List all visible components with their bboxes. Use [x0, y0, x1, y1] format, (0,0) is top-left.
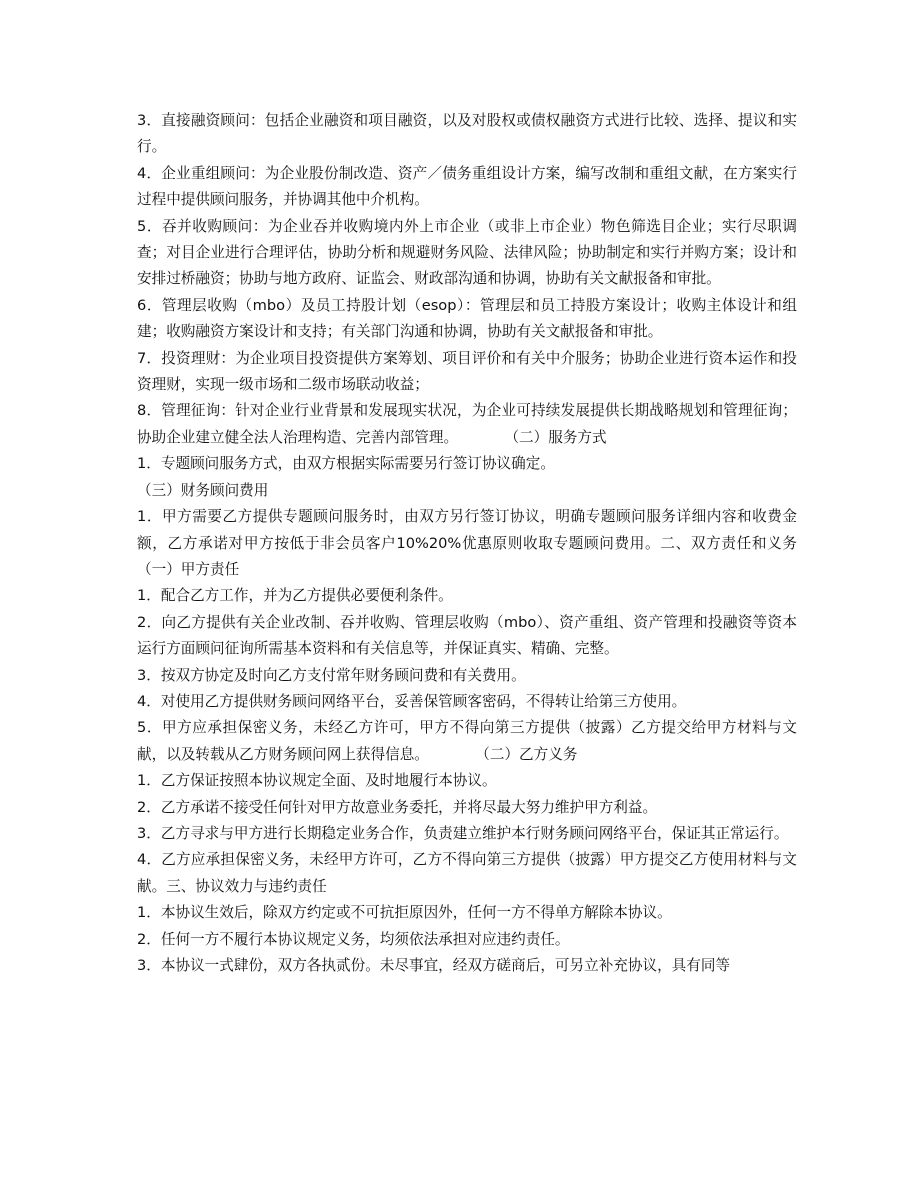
paragraph-party-a-4: 4．对使用乙方提供财务顾问网络平台，妥善保管顾客密码，不得转让给第三方使用。 — [137, 692, 687, 710]
paragraph-mbo-esop: 6．管理层收购（mbo）及员工持股计划（esop）：管理层和员工持股方案设计；收购主体设计和组建；收购融资方案设计和支持；有关部门沟通和协调，协助有关文献报备和审批。 — [137, 296, 797, 341]
document-page — [137, 108, 844, 979]
paragraph-effect-2: 2．任何一方不履行本协议规定义务，均须依法承担对应违约责任。 — [137, 930, 570, 948]
paragraph-party-b-4: 4．乙方应承担保密义务，未经甲方许可，乙方不得向第三方提供（披露）甲方提交乙方使用材料与文献。三、协议效力与违约责任 — [137, 851, 797, 895]
paragraph-party-a-2: 2．向乙方提供有关企业改制、吞并收购、管理层收购（mbo）、资产重组、资产管理和投融资等资本运行方面顾问征询所需基本资料和有关信息等，并保证真实、精确、完整。 — [137, 613, 797, 658]
paragraph-restructuring: 4．企业重组顾问：为企业股份制改造、资产／债务重组设计方案，编写改制和重组文献，在方案实行过程中提供顾问服务，并协调其他中介机构。 — [137, 164, 797, 209]
paragraph-direct-financing: 3．直接融资顾问：包括企业融资和项目融资，以及对股权或债权融资方式进行比较、选择、提议和实行。 — [137, 112, 797, 156]
paragraph-service-mode: 1．专题顾问服务方式，由双方根据实际需要另行签订协议确定。 — [137, 455, 555, 473]
paragraph-party-a-5: 5．甲方应承担保密义务，未经乙方许可，甲方不得向第三方提供（披露）乙方提交给甲方材料与文献，以及转载从乙方财务顾问网上获得信息。 （二）乙方义务 — [137, 719, 797, 763]
section-heading-fees: （三）财务顾问费用 — [137, 481, 269, 499]
paragraph-party-b-3: 3．乙方寻求与甲方进行长期稳定业务合作，负责建立维护本行财务顾问网络平台，保证其正常运行。 — [137, 824, 789, 842]
paragraph-party-a-1: 1．配合乙方工作，并为乙方提供必要便利条件。 — [137, 587, 453, 605]
paragraph-effect-3: 3．本协议一式肆份，双方各执贰份。未尽事宜，经双方磋商后，可另立补充协议，具有同等 — [137, 957, 731, 974]
paragraph-effect-1: 1．本协议生效后，除双方约定或不可抗拒原因外，任何一方不得单方解除本协议。 — [137, 904, 672, 922]
paragraph-party-b-1: 1．乙方保证按照本协议规定全面、及时地履行本协议。 — [137, 772, 497, 790]
paragraph-mergers-acquisitions: 5．吞并收购顾问：为企业吞并收购境内外上市企业（或非上市企业）物色筛选目企业；实行尽职调查；对目企业进行合理评估，协助分析和规避财务风险、法律风险；协助制定和实行并购方案；设计和安排过桥融资；协助与地方政府、证监会、财政部沟通和协调，协助有关文献报备和审批。 — [137, 217, 797, 288]
paragraph-investment: 7．投资理财：为企业项目投资提供方案筹划、项目评价和有关中介服务；协助企业进行资本运作和投资理财，实现一级市场和二级市场联动收益； — [137, 349, 797, 394]
paragraph-management-consulting: 8．管理征询：针对企业行业背景和发展现实状况，为企业可持续发展提供长期战略规划和管理征询；协助企业建立健全法人治理构造、完善内部管理。 （二）服务方式 — [137, 402, 797, 446]
paragraph-party-a-3: 3．按双方协定及时向乙方支付常年财务顾问费和有关费用。 — [137, 666, 526, 684]
paragraph-fees: 1．甲方需要乙方提供专题顾问服务时，由双方另行签订协议，明确专题顾问服务详细内容和收费金额，乙方承诺对甲方按低于非会员客户10%20%优惠原则收取专题顾问费用。二、双方责任和义务 （一）甲方责任 — [137, 508, 844, 578]
paragraph-party-b-2: 2．乙方承诺不接受任何针对甲方故意业务委托，并将尽最大努力维护甲方利益。 — [137, 798, 658, 816]
